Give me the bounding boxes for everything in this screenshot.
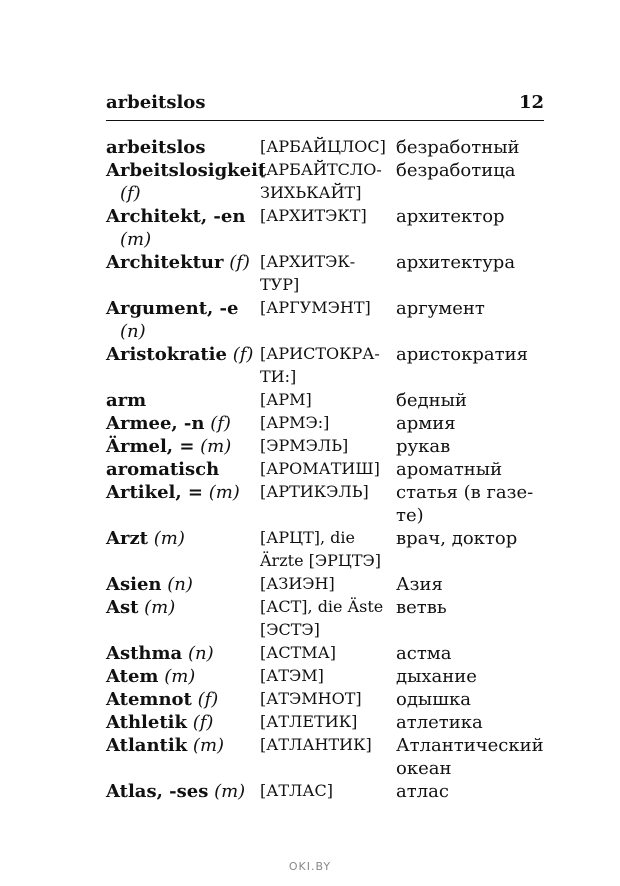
headword-text: Aristokratie (106, 344, 227, 365)
german-headword (106, 412, 260, 435)
dictionary-entry (106, 412, 546, 435)
transcription: [АРБАЙЦЛОС] (260, 137, 386, 156)
grammar-gender: (m) (214, 781, 246, 802)
page-header (106, 92, 544, 121)
russian-translation: астма (396, 643, 452, 664)
transcription: [АТЛАС] (260, 781, 333, 800)
dictionary-entry (106, 136, 546, 159)
russian-translation: бедный (396, 390, 467, 411)
russian-translation: аристократия (396, 344, 528, 365)
grammar-gender: (m) (192, 735, 225, 756)
watermark: OKI.BY (288, 860, 332, 873)
grammar-gender: (m) (120, 229, 152, 250)
german-headword (106, 343, 260, 366)
german-headword (106, 481, 260, 504)
grammar-gender: (f) (210, 413, 231, 434)
headword-text: Ärmel, = (106, 436, 195, 457)
german-headword (106, 251, 260, 274)
transcription: [АРМЭ:] (260, 413, 330, 432)
german-headword (106, 688, 260, 711)
headword-text: arm (106, 390, 147, 411)
russian-translation: атлас (396, 781, 449, 802)
dictionary-entries (106, 136, 546, 803)
transcription: [АСТМА] (260, 643, 337, 662)
russian-translation: армия (396, 413, 456, 434)
dictionary-entry (106, 573, 546, 596)
dictionary-entry (106, 435, 546, 458)
russian-translation: архитектор (396, 206, 505, 227)
grammar-gender: (n) (120, 321, 146, 342)
headword-text: Asien (106, 574, 162, 595)
dictionary-entry (106, 389, 546, 412)
dictionary-entry (106, 205, 546, 251)
transcription: [АРТИКЭЛЬ] (260, 482, 369, 501)
russian-translation: аргумент (396, 298, 485, 319)
dictionary-entry (106, 343, 546, 389)
russian-translation: статья (в газе- те) (396, 482, 534, 526)
russian-translation: дыхание (396, 666, 477, 687)
transcription: [ЭРМЭЛЬ] (260, 436, 349, 455)
german-headword (106, 665, 260, 688)
transcription: [АЗИЭН] (260, 574, 335, 593)
grammar-gender: (f) (232, 344, 254, 365)
german-headword (106, 297, 260, 343)
running-head: arbeitslos (106, 92, 206, 113)
german-headword (106, 136, 260, 159)
grammar-gender: (m) (208, 482, 240, 503)
grammar-gender: (f) (192, 712, 214, 733)
german-headword (106, 435, 260, 458)
dictionary-entry (106, 481, 546, 527)
transcription: [АСТ], die Äste [ЭСТЭ] (260, 597, 384, 639)
russian-translation: архитектура (396, 252, 516, 273)
dictionary-entry (106, 159, 546, 205)
headword-text: Architekt, -en (106, 206, 246, 227)
headword-text: arbeitslos (106, 137, 206, 158)
transcription: [АТЛЕТИК] (260, 712, 358, 731)
german-headword (106, 596, 260, 619)
german-headword (106, 780, 260, 803)
transcription: [АРХИТЭКТ] (260, 206, 367, 225)
headword-text: Atem (106, 666, 159, 687)
headword-text: Atlas, -ses (106, 781, 209, 802)
grammar-gender: (m) (200, 436, 232, 457)
transcription: [АРГУМЭНТ] (260, 298, 371, 317)
transcription: [АРМ] (260, 390, 312, 409)
grammar-gender: (m) (164, 666, 196, 687)
dictionary-entry (106, 665, 546, 688)
dictionary-entry (106, 527, 546, 573)
russian-translation: одышка (396, 689, 471, 710)
russian-translation: ветвь (396, 597, 447, 618)
transcription: [АТЛАНТИК] (260, 735, 372, 754)
russian-translation: рукав (396, 436, 451, 457)
transcription: [АРИСТОКРА- ТИ:] (260, 344, 380, 386)
grammar-gender: (n) (187, 643, 214, 664)
headword-text: Artikel, = (106, 482, 203, 503)
headword-text: Arbeitslosigkeit (106, 160, 267, 181)
german-headword (106, 573, 260, 596)
headword-text: Athletik (106, 712, 187, 733)
german-headword (106, 642, 260, 665)
page-number: 12 (518, 92, 544, 113)
german-headword (106, 527, 260, 550)
transcription: [АРХИТЭК- ТУР] (260, 252, 356, 294)
headword-text: Atlantik (106, 735, 188, 756)
dictionary-entry (106, 688, 546, 711)
grammar-gender: (f) (197, 689, 219, 710)
headword-text: aromatisch (106, 459, 220, 480)
german-headword (106, 711, 260, 734)
german-headword (106, 389, 260, 412)
russian-translation: атлетика (396, 712, 483, 733)
headword-text: Argument, -e (106, 298, 239, 319)
headword-text: Architektur (106, 252, 224, 273)
grammar-gender: (f) (229, 252, 250, 273)
transcription: [АРБАЙТСЛО- ЗИХЬКАЙТ] (260, 160, 382, 202)
russian-translation: безработный (396, 137, 520, 158)
headword-text: Arzt (106, 528, 148, 549)
russian-translation: Азия (396, 574, 443, 595)
russian-translation: врач, доктор (396, 528, 518, 549)
transcription: [АРЦТ], die Ärzte [ЭРЦТЭ] (260, 528, 381, 570)
dictionary-entry (106, 251, 546, 297)
german-headword (106, 458, 260, 481)
dictionary-entry (106, 780, 546, 803)
headword-text: Atemnot (106, 689, 192, 710)
german-headword (106, 159, 267, 205)
headword-text: Armee, -n (106, 413, 205, 434)
dictionary-entry (106, 596, 546, 642)
german-headword (106, 734, 260, 757)
headword-text: Asthma (106, 643, 183, 664)
dictionary-entry (106, 642, 546, 665)
dictionary-entry (106, 458, 546, 481)
russian-translation: Атлантический океан (396, 735, 544, 779)
grammar-gender: (m) (153, 528, 185, 549)
grammar-gender: (f) (120, 183, 141, 204)
dictionary-entry (106, 711, 546, 734)
grammar-gender: (m) (144, 597, 176, 618)
grammar-gender: (n) (167, 574, 193, 595)
german-headword (106, 205, 260, 251)
russian-translation: безработица (396, 160, 516, 181)
headword-text: Ast (106, 597, 139, 618)
transcription: [АРОМАТИШ] (260, 459, 380, 478)
transcription: [АТЭМ] (260, 666, 324, 685)
transcription: [АТЭМНОТ] (260, 689, 362, 708)
russian-translation: ароматный (396, 459, 503, 480)
dictionary-entry (106, 734, 546, 780)
dictionary-entry (106, 297, 546, 343)
